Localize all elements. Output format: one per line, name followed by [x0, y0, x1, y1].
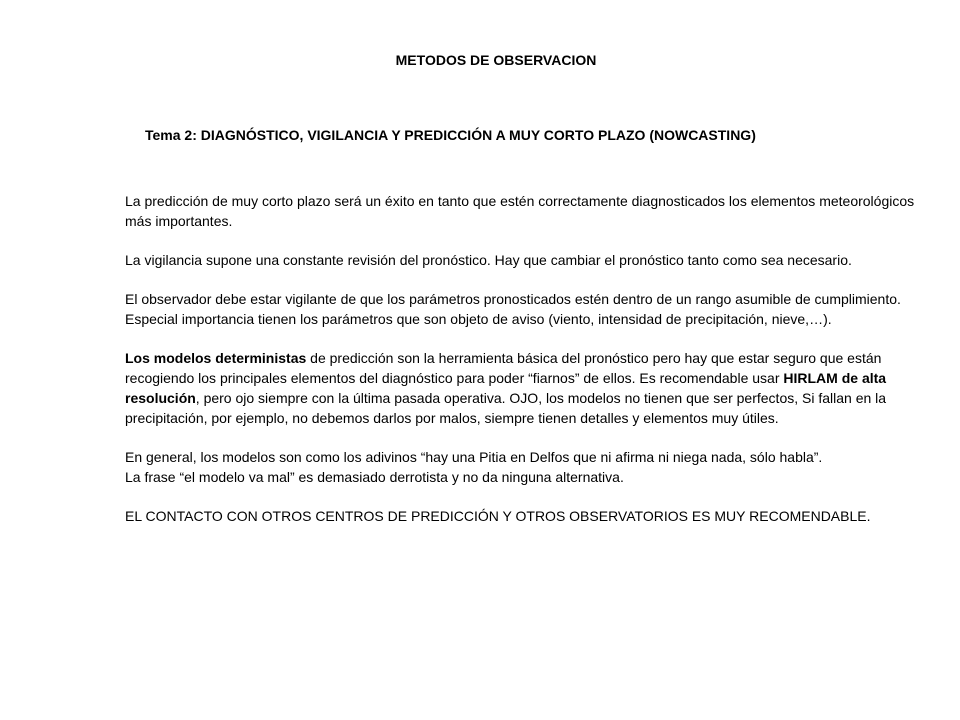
- document-subtitle: Tema 2: DIAGNÓSTICO, VIGILANCIA Y PREDICCIÓN A MUY CORTO PLAZO (NOWCASTING): [145, 127, 756, 143]
- paragraph-vigilance: La vigilancia supone una constante revisión del pronóstico. Hay que cambiar el pronóstico tanto como sea necesario.: [125, 252, 852, 268]
- paragraph-contact: EL CONTACTO CON OTROS CENTROS DE PREDICCIÓN Y OTROS OBSERVATORIOS ES MUY RECOMENDABLE.: [125, 508, 871, 524]
- document-title: METODOS DE OBSERVACION: [395, 52, 597, 68]
- hirlam-bold-phrase: HIRLAM de alta resolución: [125, 370, 887, 406]
- document-body: [125, 191, 940, 526]
- paragraph-observer: El observador debe estar vigilante de que los parámetros pronosticados estén dentro de un rango asumible de cumplimiento. Especial importancia tienen los parámetros que son objeto de aviso (viento, intensidad de precipitación, nieve,…).: [125, 291, 901, 327]
- models-bold-phrase: Los modelos deterministas: [125, 350, 307, 366]
- oracle-line-1: En general, los modelos son como los adivinos “hay una Pitia en Delfos que ni afirma ni niega nada, sólo habla”.: [125, 449, 823, 465]
- paragraph-oracle: [125, 447, 940, 487]
- paragraph-models: [125, 348, 940, 428]
- models-text-1: de predicción son la herramienta básica del pronóstico pero hay que estar seguro que están recogiendo los principales elementos del diagnóstico para poder “fiarnos” de ellos. Es recomendable usar: [125, 350, 882, 386]
- oracle-line-2: La frase “el modelo va mal” es demasiado derrotista y no da ninguna alternativa.: [125, 469, 624, 485]
- paragraph-diagnosis: La predicción de muy corto plazo será un éxito en tanto que estén correctamente diagnosticados los elementos meteorológicos más importantes.: [125, 193, 915, 229]
- models-text-2: , pero ojo siempre con la última pasada operativa. OJO, los modelos no tienen que ser perfectos, Si fallan en la precipitación, por ejemplo, no debemos darlos por malos, siempre tienen detalles y elementos muy útiles.: [125, 390, 887, 426]
